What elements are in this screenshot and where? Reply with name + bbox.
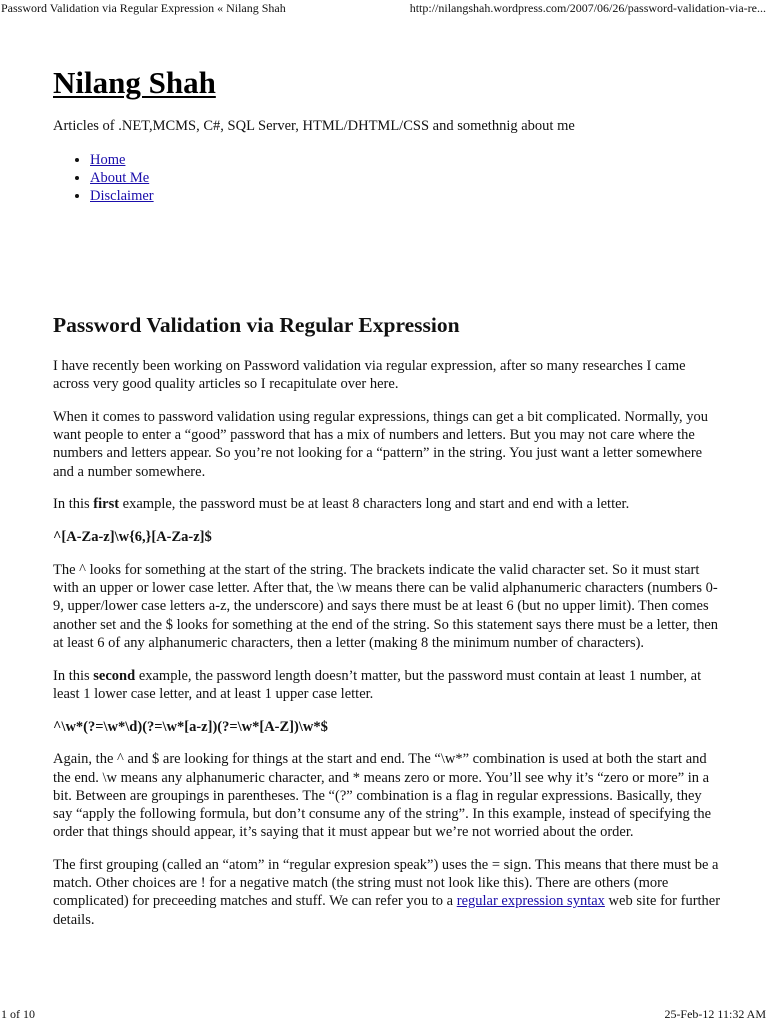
nav-link-home[interactable]: Home	[90, 152, 126, 169]
nav-link-disclaimer[interactable]: Disclaimer	[90, 188, 154, 205]
nav-menu	[53, 151, 723, 205]
print-header	[0, 0, 768, 20]
paragraph-intro: I have recently been working on Password validation via regular expression, after so many researches I came across very good quality articles so I recapitulate over here.	[53, 358, 686, 393]
regex-first: ^[A-Za-z]\w{6,}[A-Za-z]$	[53, 529, 212, 546]
paragraph-first-explanation: The ^ looks for something at the start of the string. The brackets indicate the valid character set. So it must start with an upper or lower case letter. After that, the \w means there can be valid alphanumeric characters (numbers 0-9, upper/lower case letters a-z, the underscore) and says there must be at least 6 (but no upper limit). Then comes another set and the $ looks for something at the end of the string. So this statement says there must be a letter, then at least 6 of any alphanumeric characters, then a letter (making 8 the minimum number of characters).	[53, 562, 719, 651]
print-footer	[0, 1006, 768, 1024]
bold-second: second	[93, 667, 136, 684]
page-content	[53, 64, 723, 928]
nav-item-disclaimer	[90, 187, 723, 205]
text-segment: In this	[53, 667, 94, 684]
paragraph-context: When it comes to password validation using regular expressions, things can get a bit complicated. Normally, you want people to enter a “good” password that has a mix of numbers and letters. But you may not care where the numbers and letters appear. So you’re not looking for a “pattern” in the string. You just want a letter somewhere and a number somewhere.	[53, 409, 709, 480]
site-description: Articles of .NET,MCMS, C#, SQL Server, HTML/DHTML/CSS and somethnig about me	[53, 118, 575, 135]
paragraph-first-example	[53, 495, 723, 513]
regex-second: ^\w*(?=\w*\d)(?=\w*[a-z])(?=\w*[A-Z])\w*$	[53, 718, 328, 735]
nav-item-about	[90, 169, 723, 187]
site-title[interactable]: Nilang Shah	[53, 65, 216, 100]
text-segment: In this	[53, 496, 94, 513]
paragraph-second-explanation: Again, the ^ and $ are looking for things at the start and end. The “\w*” combination is used at both the start and the end. \w means any alphanumeric character, and * means zero or more. You’ll see why it’s “zero or more” in a bit. Between are groupings in parentheses. The “(?” combination is a flag in regular expressions. Basically, they say “apply the following formula, but don’t consume any of the string”. In this example, instead of specifying the order that things should appear, it’s saying that it must appear but we’re not worried about the order.	[53, 751, 712, 841]
link-regex-syntax[interactable]: regular expression syntax	[456, 893, 605, 910]
text-segment: example, the password must be at least 8 characters long and start and end with a letter.	[119, 496, 630, 513]
paragraph-atom	[53, 856, 723, 929]
nav-link-about-me[interactable]: About Me	[90, 170, 150, 187]
bold-first: first	[93, 496, 120, 513]
text-segment: web site for further details.	[53, 893, 721, 928]
nav-item-home	[90, 151, 723, 169]
print-header-url: http://nilangshah.wordpress.com/2007/06/26/password-validation-via-re...	[409, 1, 766, 15]
post-title: Password Validation via Regular Expression	[53, 313, 460, 337]
page-number: 1 of 10	[1, 1007, 35, 1021]
text-segment: The first grouping (called an “atom” in “regular expresion speak”) uses the = sign. This means that there must be a match. Other choices are ! for a negative match (the string must not look like this). There are others (more complicated) for preceeding matches and stuff. We can refer you to a	[53, 857, 719, 910]
paragraph-second-example	[53, 667, 723, 703]
print-header-title: Password Validation via Regular Expression « Nilang Shah	[1, 1, 286, 15]
post-body	[53, 357, 723, 943]
print-date: 25-Feb-12 11:32 AM	[664, 1007, 766, 1021]
text-segment: example, the password length doesn’t matter, but the password must contain at least 1 number, at least 1 lower case letter, and at least 1 upper case letter.	[53, 667, 702, 702]
